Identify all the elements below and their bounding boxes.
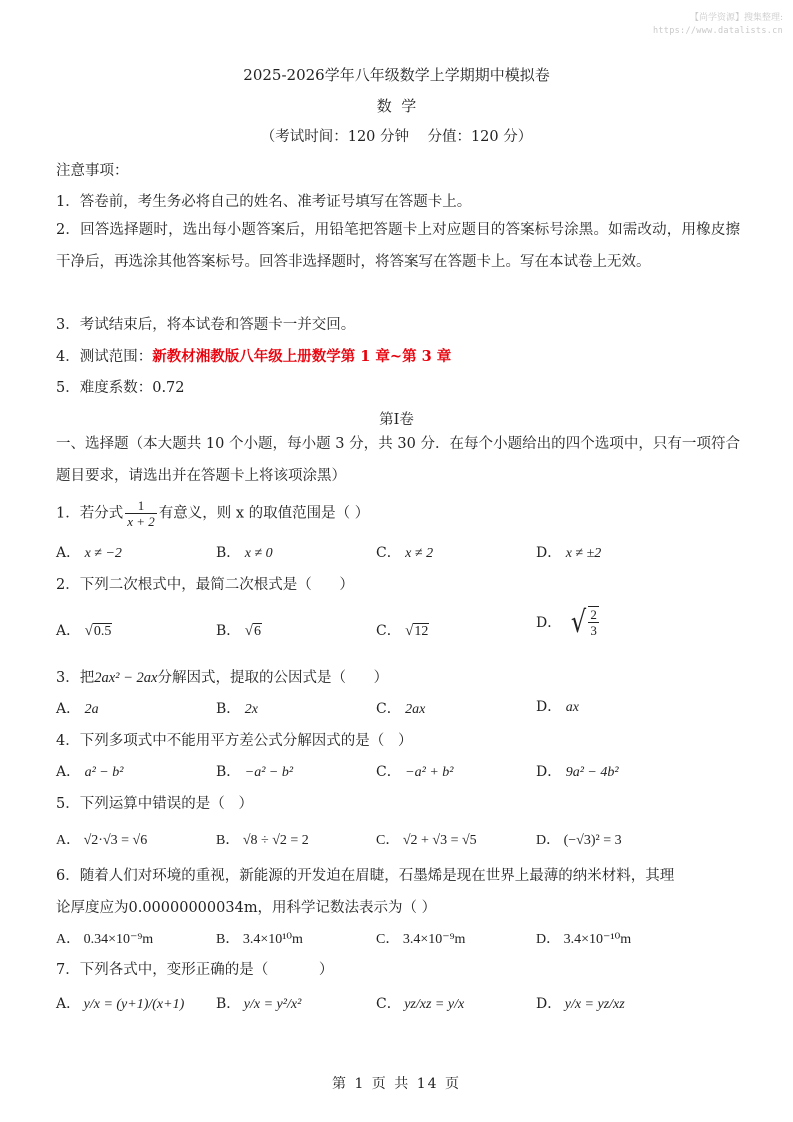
q2-option-b[interactable]: B． √6 (216, 623, 261, 639)
q7-option-d[interactable]: D． y/x = yz/xz (536, 996, 625, 1012)
exam-title: 2025-2026学年八年级数学上学期期中模拟卷 (243, 66, 550, 84)
q6-option-c[interactable]: C． 3.4×10⁻⁹m (376, 932, 466, 947)
q1-option-d[interactable]: D． x ≠ ±2 (536, 545, 602, 561)
scope-value: 新教材湘教版八年级上册数学第 1 章~第 3 章 (152, 348, 452, 365)
question-7-stem: 7．下列各式中，变形正确的是（ ） (56, 962, 334, 978)
sqrt: √0.5 (84, 623, 112, 639)
q1-option-b[interactable]: B． x ≠ 0 (216, 545, 273, 561)
question-2-stem: 2．下列二次根式中，最简二次根式是（ ） (56, 577, 354, 593)
note-item-3: 3．考试结束后，将本试卷和答题卡一并交回。 (56, 317, 356, 333)
note-item-4 (56, 345, 451, 366)
question-1-stem: 1．若分式 $\frac{1}{x + 2}$ 有意义，则 x 的取值范围是（ ） (56, 498, 370, 529)
q2-option-d[interactable]: D． √ $\frac{2}{3}$ (536, 605, 597, 640)
q6-option-b[interactable]: B． 3.4×10¹⁰m (216, 932, 303, 947)
notes-heading: 注意事项： (56, 163, 129, 179)
q4-option-a[interactable]: A． a² − b² (56, 764, 124, 780)
note-item-5: 5．难度系数：0.72 (56, 380, 185, 396)
q1-option-a[interactable]: A． x ≠ −2 (56, 545, 122, 561)
q5-option-d[interactable]: D． (−√3)² = 3 (536, 833, 622, 848)
math-expression: 2ax² − 2ax (94, 670, 158, 686)
exam-info: （考试时间：120 分钟 分值：120 分） (260, 129, 533, 145)
note-item-1: 1．答卷前，考生务必将自己的姓名、准考证号填写在答题卡上。 (56, 194, 472, 210)
q3-option-d[interactable]: D． ax (536, 699, 579, 715)
q6-option-d[interactable]: D． 3.4×10⁻¹⁰m (536, 932, 632, 947)
q7-option-c[interactable]: C． yz/xz = y/x (376, 996, 465, 1012)
volume-heading: 第Ⅰ卷 (379, 412, 414, 428)
note-item-2: 2．回答选择题时，选出每小题答案后，用铅笔把答题卡上对应题目的答案标号涂黑。如需改动，用橡皮擦干净后，再选涂其他答案标号。回答非选择题时，将答案写在答题卡上。写在本试卷上无效。 (56, 222, 740, 270)
q4-option-d[interactable]: D． 9a² − 4b² (536, 764, 619, 780)
q3-option-a[interactable]: A． 2a (56, 701, 99, 717)
question-6-stem-line2: 论厚度应为0.00000000034m，用科学记数法表示为（ ） (56, 900, 437, 916)
q2-option-c[interactable]: C． √12 (376, 623, 429, 639)
q3-option-b[interactable]: B． 2x (216, 701, 258, 717)
watermark-source: 【尚学资源】搜集整理: (689, 13, 783, 23)
q4-option-b[interactable]: B． −a² − b² (216, 764, 294, 780)
q1-option-c[interactable]: C． x ≠ 2 (376, 545, 434, 561)
q7-option-a[interactable]: A． y/x = (y+1)/(x+1) (56, 996, 185, 1012)
question-6-stem-line1: 6．随着人们对环境的重视，新能源的开发迫在眉睫，石墨烯是现在世界上最薄的纳米材料，其理 (56, 868, 675, 884)
exam-subject: 数 学 (376, 97, 417, 115)
q5-option-b[interactable]: B． √8 ÷ √2 = 2 (216, 833, 309, 848)
question-3-stem: 3．把2ax² − 2ax分解因式，提取的公因式是（ ） (56, 670, 389, 686)
section-instructions: 一、选择题（本大题共 10 个小题，每小题 3 分，共 30 分．在每个小题给出的四个选项中，只有一项符合题目要求，请选出并在答题卡上将该项涂黑） (56, 436, 740, 484)
scope-label: 4．测试范围： (56, 349, 153, 365)
fraction: $\frac{1}{x + 2}$ (127, 498, 155, 529)
sqrt: √6 (244, 623, 261, 639)
sqrt: √ $\frac{2}{3}$ (571, 605, 597, 640)
q2-option-a[interactable]: A． √0.5 (56, 623, 112, 639)
q4-option-c[interactable]: C． −a² + b² (376, 764, 454, 780)
question-4-stem: 4．下列多项式中不能用平方差公式分解因式的是（ ） (56, 733, 413, 749)
q6-option-a[interactable]: A． 0.34×10⁻⁹m (56, 932, 154, 947)
watermark (653, 12, 783, 38)
watermark-url: https://www.datalists.cn (652, 26, 783, 36)
sqrt: √12 (405, 623, 429, 639)
q5-option-a[interactable]: A． √2·√3 = √6 (56, 833, 148, 848)
q3-option-c[interactable]: C． 2ax (376, 701, 426, 717)
q5-option-c[interactable]: C． √2 + √3 = √5 (376, 833, 477, 848)
question-5-stem: 5．下列运算中错误的是（ ） (56, 796, 254, 812)
page-number: 第 1 页 共 14 页 (332, 1076, 461, 1092)
q7-option-b[interactable]: B． y/x = y²/x² (216, 996, 302, 1012)
